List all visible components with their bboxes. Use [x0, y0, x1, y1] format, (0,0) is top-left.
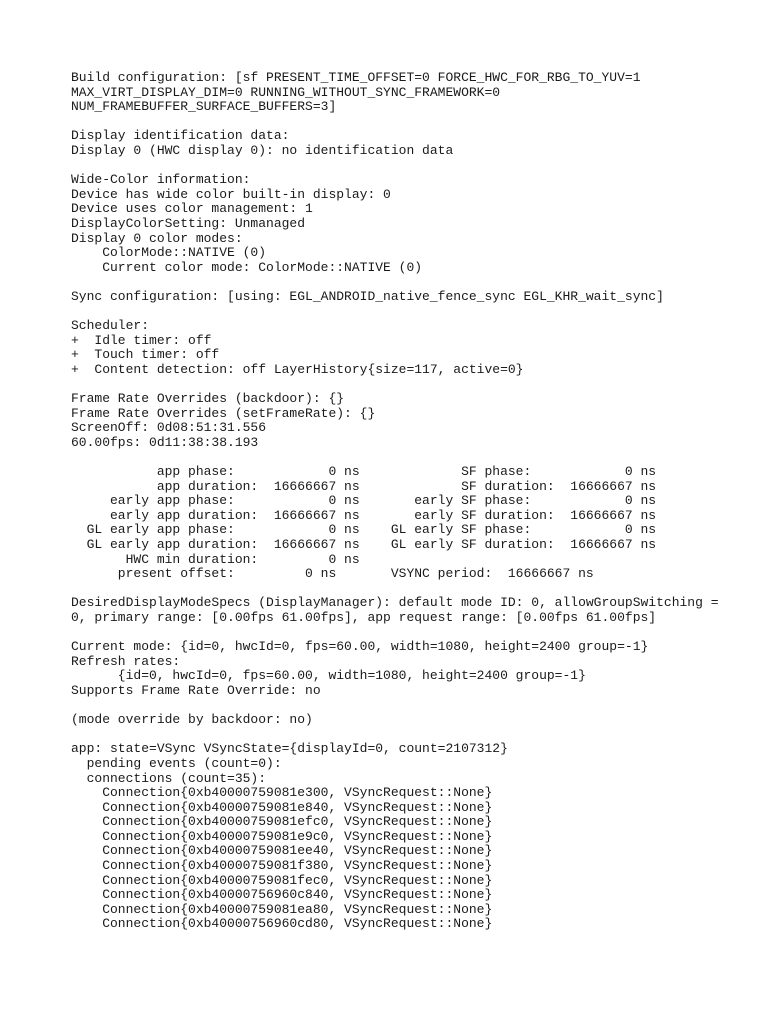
text-line: (mode override by backdoor: no) [71, 712, 313, 728]
text-line: Sync configuration: [using: EGL_ANDROID_native_fence_sync EGL_KHR_wait_sync] [71, 288, 664, 304]
text-line: GL early app phase: 0 ns GL early SF phase: 0 ns [71, 522, 657, 538]
text-line: app: state=VSync VSyncState={displayId=0, count=2107312} [71, 741, 508, 757]
text-line: {id=0, hwcId=0, fps=60.00, width=1080, height=2400 group=-1} [71, 668, 586, 684]
text-line: Connection{0xb40000756960cd80, VSyncRequest::None} [71, 916, 493, 932]
text-line: connections (count=35): [71, 770, 267, 786]
blank-line [71, 305, 761, 320]
text-line: present offset: 0 ns VSYNC period: 16666667 ns [71, 566, 594, 582]
text-line: DesiredDisplayModeSpecs (DisplayManager): default mode ID: 0, allowGroupSwitching = [71, 595, 719, 611]
blank-line [71, 626, 761, 641]
text-line: MAX_VIRT_DISPLAY_DIM=0 RUNNING_WITHOUT_SYNC_FRAMEWORK=0 [71, 84, 501, 100]
text-line: Wide-Color information: [71, 172, 251, 188]
text-line: Display 0 color modes: [71, 230, 243, 246]
text-line: Device has wide color built-in display: 0 [71, 186, 391, 202]
text-line: Frame Rate Overrides (backdoor): {} [71, 391, 345, 407]
text-line: Device uses color management: 1 [71, 201, 313, 217]
text-line: + Idle timer: off [71, 332, 212, 348]
blank-line [71, 159, 761, 174]
text-line: app phase: 0 ns SF phase: 0 ns [71, 464, 657, 480]
text-line: Current mode: {id=0, hwcId=0, fps=60.00, width=1080, height=2400 group=-1} [71, 639, 649, 655]
text-line: Connection{0xb40000759081ea80, VSyncRequest::None} [71, 901, 493, 917]
text-line: Scheduler: [71, 318, 150, 334]
blank-line [71, 115, 761, 130]
text-line: GL early app duration: 16666667 ns GL early SF duration: 16666667 ns [71, 537, 657, 552]
text-line: Connection{0xb40000759081fec0, VSyncRequest::None} [71, 872, 493, 888]
text-line: Connection{0xb40000759081e9c0, VSyncRequest::None} [71, 828, 493, 844]
text-line: Frame Rate Overrides (setFrameRate): {} [71, 405, 376, 421]
text-line: app duration: 16666667 ns SF duration: 16666667 ns [71, 478, 657, 494]
text-line: early app duration: 16666667 ns early SF duration: 16666667 ns [71, 507, 657, 523]
text-line: ColorMode::NATIVE (0) [71, 245, 267, 261]
text-line: Display identification data: [71, 128, 290, 144]
text-line: NUM_FRAMEBUFFER_SURFACE_BUFFERS=3] [71, 99, 337, 115]
text-line: early app phase: 0 ns early SF phase: 0 ns [71, 493, 657, 509]
text-line: 0, primary range: [0.00fps 61.00fps], app request range: [0.00fps 61.00fps] [71, 609, 657, 625]
text-line: pending events (count=0): [71, 755, 282, 771]
blank-line [71, 582, 761, 597]
text-line: + Content detection: off LayerHistory{size=117, active=0} [71, 361, 524, 377]
text-line: Connection{0xb40000759081f380, VSyncRequest::None} [71, 858, 493, 874]
text-line: DisplayColorSetting: Unmanaged [71, 215, 306, 231]
text-line: HWC min duration: 0 ns [71, 551, 360, 567]
text-line: Connection{0xb40000759081efc0, VSyncRequest::None} [71, 814, 493, 830]
text-line: Display 0 (HWC display 0): no identification data [71, 142, 454, 158]
dumpsys-output [71, 71, 761, 932]
text-line: 60.00fps: 0d11:38:38.193 [71, 434, 259, 450]
text-line: Current color mode: ColorMode::NATIVE (0) [71, 259, 423, 275]
blank-line [71, 699, 761, 714]
text-line: + Touch timer: off [71, 347, 220, 363]
text-line: Connection{0xb40000759081ee40, VSyncRequest::None} [71, 843, 493, 859]
text-line: ScreenOff: 0d08:51:31.556 [71, 420, 267, 436]
text-line: Refresh rates: [71, 653, 181, 669]
text-line: Supports Frame Rate Override: no [71, 682, 321, 698]
text-line: Connection{0xb40000759081e300, VSyncRequest::None} [71, 785, 493, 801]
blank-line [71, 450, 761, 465]
blank-line [71, 728, 761, 743]
blank-line [71, 377, 761, 392]
text-line: Build configuration: [sf PRESENT_TIME_OFFSET=0 FORCE_HWC_FOR_RBG_TO_YUV=1 [71, 70, 641, 85]
text-line: Connection{0xb40000756960c840, VSyncRequest::None} [71, 887, 493, 903]
blank-line [71, 275, 761, 290]
text-line: Connection{0xb40000759081e840, VSyncRequest::None} [71, 799, 493, 815]
